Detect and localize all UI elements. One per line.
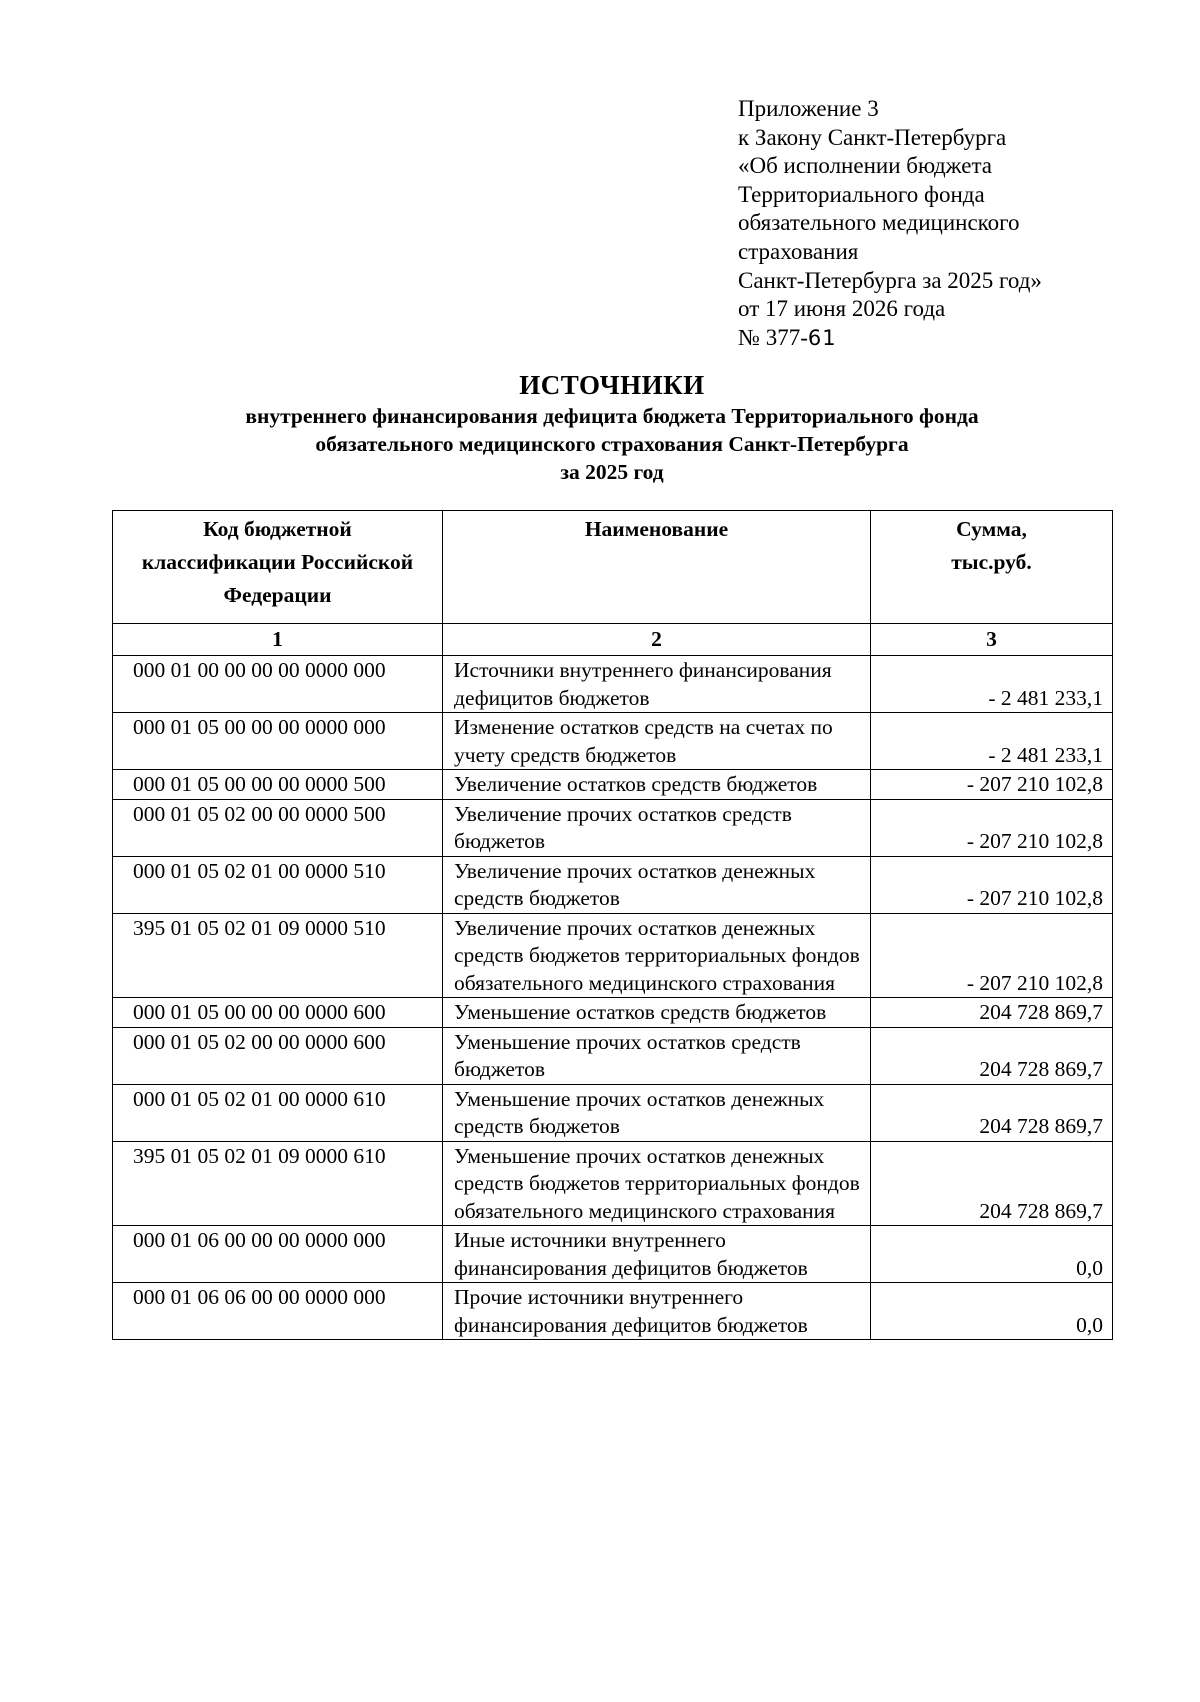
- appendix-block: [738, 95, 1158, 352]
- row-name: Увеличение остатков средств бюджетов: [443, 770, 871, 800]
- column-number: 3: [871, 624, 1113, 656]
- appendix-line: обязательного медицинского: [738, 210, 1020, 236]
- column-number-row: [113, 624, 1113, 656]
- title-main: ИСТОЧНИКИ: [519, 370, 705, 400]
- row-code: 000 01 06 00 00 00 0000 000: [113, 1226, 443, 1283]
- row-name: Источники внутреннего финансирования дефицитов бюджетов: [443, 656, 871, 713]
- header-code: Код бюджетной классификации Российской Федерации: [113, 511, 443, 624]
- row-amount: - 207 210 102,8: [871, 770, 1113, 800]
- table-row: [113, 1084, 1113, 1141]
- table-row: [113, 856, 1113, 913]
- title-sub-line: за 2025 год: [560, 460, 664, 484]
- row-code: 000 01 05 02 01 00 0000 510: [113, 856, 443, 913]
- row-amount: - 207 210 102,8: [871, 856, 1113, 913]
- law-number-handwritten: 61: [807, 325, 837, 350]
- row-amount: - 207 210 102,8: [871, 799, 1113, 856]
- row-code: 000 01 05 02 00 00 0000 600: [113, 1027, 443, 1084]
- row-name: Уменьшение прочих остатков денежных средств бюджетов: [443, 1084, 871, 1141]
- header-amount: Сумма, тыс.руб.: [871, 511, 1113, 624]
- row-amount: 204 728 869,7: [871, 1084, 1113, 1141]
- row-amount: 204 728 869,7: [871, 1027, 1113, 1084]
- row-amount: 204 728 869,7: [871, 1141, 1113, 1226]
- table-row: [113, 1226, 1113, 1283]
- row-name: Прочие источники внутреннего финансирования дефицитов бюджетов: [443, 1283, 871, 1340]
- table-row: [113, 713, 1113, 770]
- appendix-line: Санкт-Петербурга за 2025 год»: [738, 267, 1042, 293]
- row-code: 000 01 05 02 01 00 0000 610: [113, 1084, 443, 1141]
- appendix-line: Приложение 3: [738, 96, 879, 121]
- row-name: Уменьшение прочих остатков денежных средств бюджетов территориальных фондов обязательного медицинского страхования: [443, 1141, 871, 1226]
- row-name: Увеличение прочих остатков денежных средств бюджетов: [443, 856, 871, 913]
- table-header-row: [113, 511, 1113, 624]
- appendix-line: от 17 июня 2026 года: [738, 296, 946, 322]
- table-row: [113, 1027, 1113, 1084]
- column-number: 2: [443, 624, 871, 656]
- row-code: 000 01 05 00 00 00 0000 500: [113, 770, 443, 800]
- row-code: 000 01 05 00 00 00 0000 000: [113, 713, 443, 770]
- appendix-line: страхования: [738, 238, 859, 264]
- row-amount: 204 728 869,7: [871, 998, 1113, 1028]
- row-code: 000 01 06 06 00 00 0000 000: [113, 1283, 443, 1340]
- appendix-line: к Закону Санкт-Петербурга: [738, 124, 1007, 150]
- row-code: 000 01 00 00 00 00 0000 000: [113, 656, 443, 713]
- row-amount: 0,0: [871, 1283, 1113, 1340]
- row-amount: - 2 481 233,1: [871, 656, 1113, 713]
- appendix-line: Территориального фонда: [738, 181, 985, 207]
- row-code: 000 01 05 02 00 00 0000 500: [113, 799, 443, 856]
- row-code: 395 01 05 02 01 09 0000 510: [113, 913, 443, 998]
- row-name: Увеличение прочих остатков средств бюджетов: [443, 799, 871, 856]
- table-row: [113, 913, 1113, 998]
- row-amount: - 207 210 102,8: [871, 913, 1113, 998]
- row-name: Увеличение прочих остатков денежных средств бюджетов территориальных фондов обязательного медицинского страхования: [443, 913, 871, 998]
- row-name: Уменьшение прочих остатков средств бюджетов: [443, 1027, 871, 1084]
- table-row: [113, 998, 1113, 1028]
- sources-table: [112, 510, 1113, 1340]
- row-amount: - 2 481 233,1: [871, 713, 1113, 770]
- title-sub-line: обязательного медицинского страхования Санкт-Петербурга: [315, 432, 909, 456]
- table-row: [113, 1141, 1113, 1226]
- title-sub-line: внутреннего финансирования дефицита бюджета Территориального фонда: [245, 404, 979, 428]
- column-number: 1: [113, 624, 443, 656]
- row-name: Уменьшение остатков средств бюджетов: [443, 998, 871, 1028]
- row-code: 395 01 05 02 01 09 0000 610: [113, 1141, 443, 1226]
- row-code: 000 01 05 00 00 00 0000 600: [113, 998, 443, 1028]
- table-row: [113, 656, 1113, 713]
- header-name: Наименование: [443, 511, 871, 624]
- table-row: [113, 770, 1113, 800]
- row-name: Изменение остатков средств на счетах по учету средств бюджетов: [443, 713, 871, 770]
- table-row: [113, 799, 1113, 856]
- law-number: [738, 324, 1158, 353]
- row-name: Иные источники внутреннего финансирования дефицитов бюджетов: [443, 1226, 871, 1283]
- appendix-line: «Об исполнении бюджета: [738, 153, 993, 179]
- table-row: [113, 1283, 1113, 1340]
- law-number-prefix: № 377-: [738, 324, 808, 350]
- document-title: [112, 368, 1112, 486]
- row-amount: 0,0: [871, 1226, 1113, 1283]
